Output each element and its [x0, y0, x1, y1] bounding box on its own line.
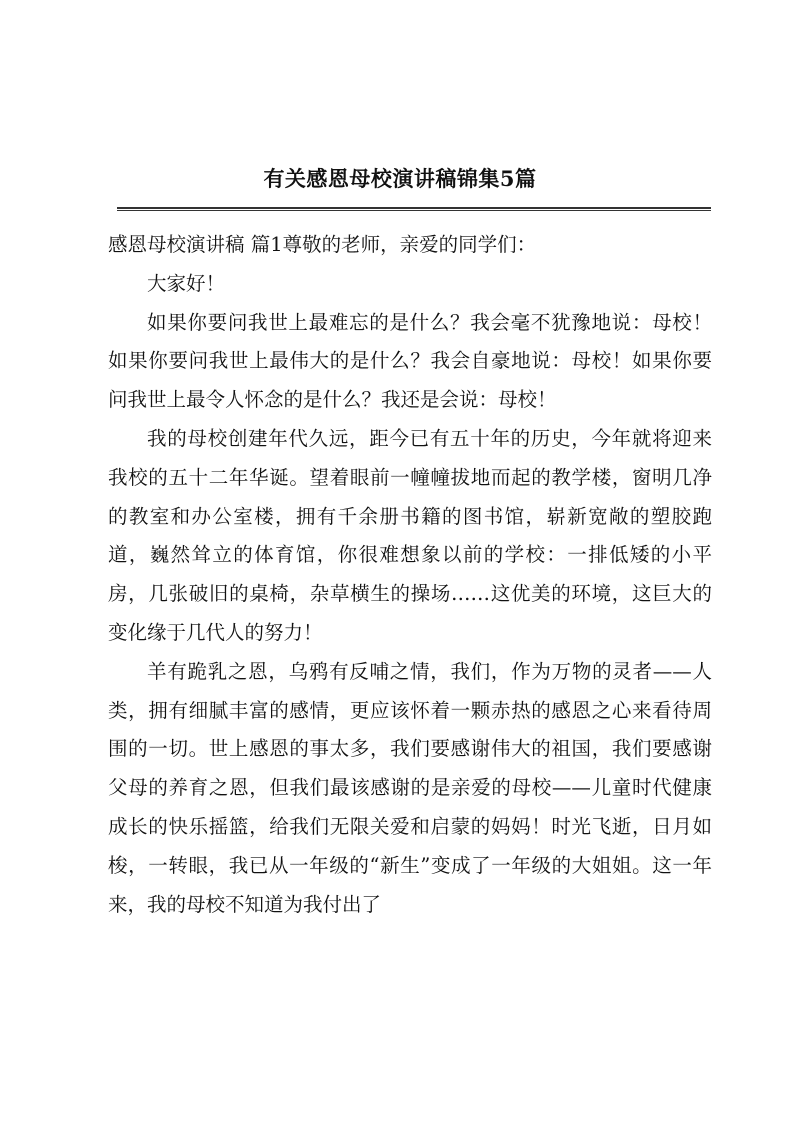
paragraph: 羊有跪乳之恩，乌鸦有反哺之情，我们，作为万物的灵者——人类，拥有细腻丰富的感情，更应该怀着一颗赤热的感恩之心来看待周围的一切。世上感恩的事太多，我们要感谢伟大的祖国，我们要感谢父母的养育之恩，但我们最该感谢的是亲爱的母校——儿童时代健康成长的快乐摇篮，给我们无限关爱和启蒙的妈妈！时光飞逝，日月如梭，一转眼，我已从一年级的“新生”变成了一年级的大姐姐。这一年来，我的母校不知道为我付出了 [108, 659, 712, 916]
title-divider [117, 207, 711, 211]
paragraph-greeting: 大家好！ [147, 271, 226, 295]
document-title: 有关感恩母校演讲稿锦集5篇 [263, 166, 537, 191]
document-body [108, 226, 712, 924]
paragraph-heading-line: 感恩母校演讲稿 篇1尊敬的老师，亲爱的同学们： [108, 233, 537, 256]
paragraph: 我的母校创建年代久远，距今已有五十年的历史，今年就将迎来我校的五十二年华诞。望着眼前一幢幢拔地而起的教学楼，窗明几净的教室和办公室楼，拥有千余册书籍的图书馆，崭新宽敞的塑胶跑道，巍然耸立的体育馆，你很难想象以前的学校：一排低矮的小平房，几张破旧的桌椅，杂草横生的操场……这优美的环境，这巨大的变化缘于几代人的努力！ [108, 426, 712, 644]
paragraph: 如果你要问我世上最难忘的是什么？我会毫不犹豫地说：母校！如果你要问我世上最伟大的是什么？我会自豪地说：母校！如果你要问我世上最令人怀念的是什么？我还是会说：母校！ [108, 310, 712, 412]
